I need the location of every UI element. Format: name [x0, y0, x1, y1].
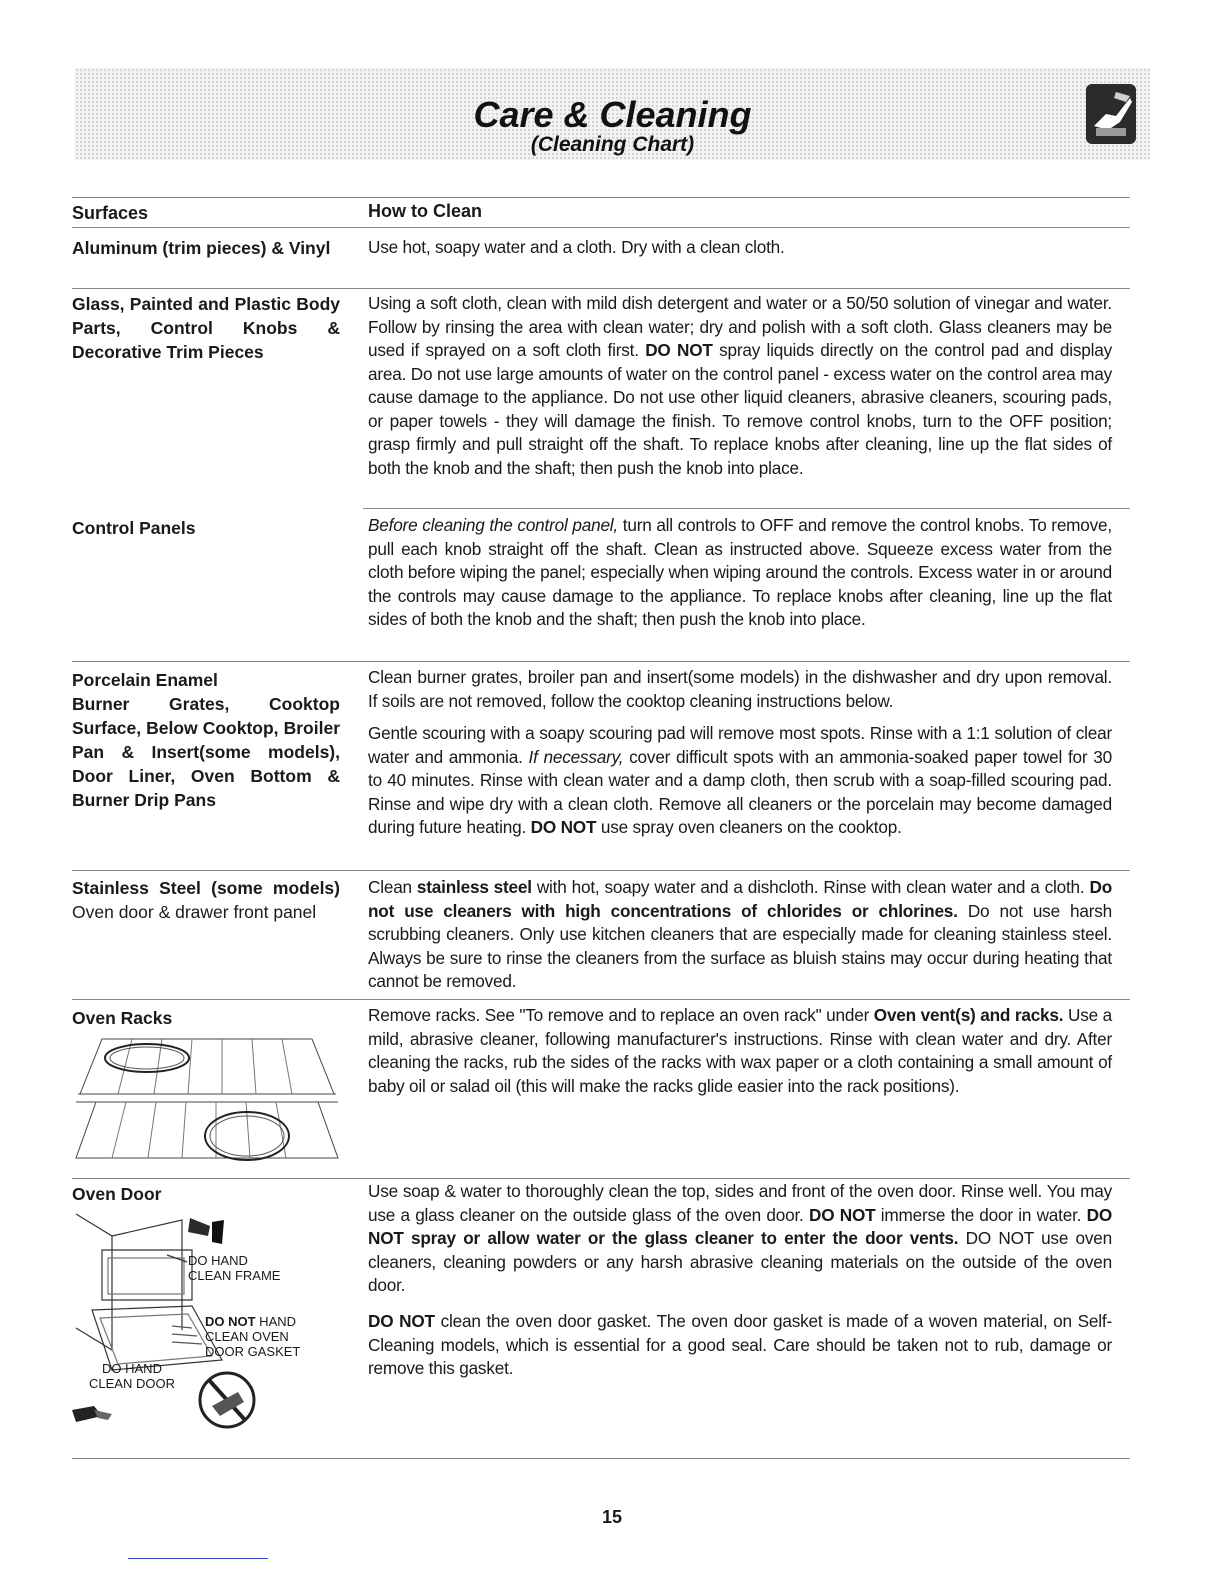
row-rule [72, 288, 1130, 289]
row-text-porcelain-1: Clean burner grates, broiler pan and insert(some models) in the dishwasher and dry upon removal. If soils are not removed, follow the cooktop cleaning instructions below. [368, 667, 1112, 711]
row-label-control-panels: Control Panels [72, 518, 196, 538]
row-rule [72, 1178, 1130, 1179]
header-rule [72, 227, 1130, 228]
page-title: Care & Cleaning [473, 94, 752, 135]
col-header-surfaces: Surfaces [72, 203, 149, 223]
callout-door: DO HAND CLEAN DOOR [89, 1361, 175, 1391]
footer-line [128, 1558, 268, 1559]
oven-racks-illustration [72, 1034, 340, 1166]
row-text-aluminum: Use hot, soapy water and a cloth. Dry with a clean cloth. [368, 237, 785, 257]
row-text-oven-door-1: Use soap & water to thoroughly clean the top, sides and front of the oven door. Rinse well. You may use a glass cleaner on the outside glass of the oven door. DO NOT immerse the door in water. DO NOT spray or allow water or the glass cleaner to enter the door vents. DO NOT use oven cleaners, cleaning powders or any harsh abrasive cleaning materials on the outside of the oven door. [368, 1181, 1113, 1295]
table-bottom-rule [72, 1458, 1130, 1459]
row-label-oven-racks: Oven Racks [72, 1008, 173, 1028]
row-label-oven-door: Oven Door [72, 1184, 162, 1204]
row-rule [72, 999, 1130, 1000]
row-text-control-panels: Before cleaning the control panel, turn all controls to OFF and remove the control knobs. To remove, pull each knob straight off the shaft. Clean as instructed above. Squeeze excess water from the cloth before wiping the panel; especially when wiping around the controls. Excess water in or around the controls may cause damage to the appliance. To replace knobs after cleaning, line up the flat sides of both the knob and the shaft; then push the knob into place. [368, 515, 1112, 629]
header-banner [75, 68, 1150, 160]
row-label-porcelain: Porcelain Enamel Burner Grates, Cooktop Surface, Below Cooktop, Broiler Pan & Insert(some models), Door Liner, Oven Bottom & Burner Drip Pans [72, 670, 340, 810]
row-rule [363, 508, 1130, 509]
row-text-stainless: Clean stainless steel with hot, soapy water and a dishcloth. Rinse with clean water and a cloth. Do not use cleaners with high concentrations of chlorides or chlorines. Do not use harsh scrubbing cleaners. Only use kitchen cleaners that are especially made for cleaning stainless steel. Always be sure to rinse the cleaners from the surface as bluish stains may occur during heating that cannot be removed. [368, 877, 1112, 991]
row-rule [72, 870, 1130, 871]
row-rule [72, 661, 1130, 662]
callout-gasket: DO NOT HAND CLEAN OVEN DOOR GASKET [205, 1314, 301, 1359]
row-label-aluminum: Aluminum (trim pieces) & Vinyl [72, 238, 331, 258]
row-text-oven-racks: Remove racks. See "To remove and to replace an oven rack" under Oven vent(s) and racks. Use a mild, abrasive cleaner, following manufacturer's instructions. Rinse with clean water and dry. After cleaning the racks, rub the sides of the racks with wax paper or a cloth containing a small amount of baby oil or salad oil (this will make the racks glide easier into the rack positions). [368, 1005, 1112, 1096]
page-number: 15 [601, 1507, 623, 1527]
callout-frame: DO HAND CLEAN FRAME [188, 1253, 281, 1283]
table-top-rule [72, 197, 1130, 198]
row-label-stainless: Stainless Steel (some models) Oven door & drawer front panel [72, 878, 340, 922]
page-subtitle: (Cleaning Chart) [530, 133, 695, 156]
col-header-how-to-clean: How to Clean [368, 201, 483, 221]
row-text-porcelain-2: Gentle scouring with a soapy scouring pad will remove most spots. Rinse with a 1:1 solution of clear water and ammonia. If necessary, cover difficult spots with an ammonia-soaked paper towel for 30 to 40 minutes. Rinse with clean water and a damp cloth, then scrub with a soap-filled scouring pad. Rinse and wipe dry with a clean cloth. Remove all cleaners or the porcelain may become damaged during future heating. DO NOT use spray oven cleaners on the cooktop. [368, 723, 1112, 837]
row-label-glass: Glass, Painted and Plastic Body Parts, Control Knobs & Decorative Trim Pieces [72, 294, 340, 362]
hand-cleaning-icon [1086, 84, 1136, 144]
row-text-oven-door-2: DO NOT clean the oven door gasket. The oven door gasket is made of a woven material, on Self-Cleaning models, which is essential for a good seal. Care should be taken not to rub, damage or remove this gasket. [368, 1311, 1113, 1378]
row-text-glass: Using a soft cloth, clean with mild dish detergent and water or a 50/50 solution of vinegar and water. Follow by rinsing the area with clean water; dry and polish with a soft cloth. Glass cleaners may be used if sprayed on a soft cloth first. DO NOT spray liquids directly on the control pad and display area. Do not use large amounts of water on the control panel - excess water on the control area may cause damage to the appliance. Do not use other liquid cleaners, abrasive cleaners, scouring pads, or paper towels - they will damage the finish. To remove control knobs, turn to the OFF position; grasp firmly and pull straight off the shaft. To replace knobs after cleaning, line up the flat sides of both the knob and the shaft; then push the knob into place. [368, 293, 1112, 478]
